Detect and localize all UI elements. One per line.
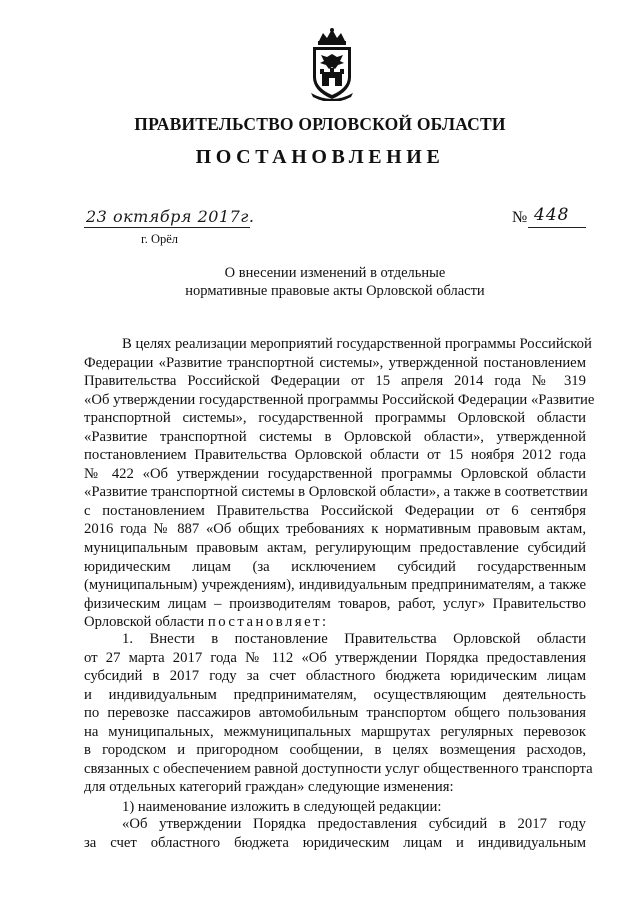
item-1-paragraph xyxy=(84,630,593,797)
text-line: «Об утверждении Порядка предоставления субсидий в 2017 году xyxy=(122,816,586,832)
text-line: Федерации «Развитие транспортной системы», утвержденной постановлением xyxy=(84,354,586,371)
government-title: ПРАВИТЕЛЬСТВО ОРЛОВСКОЙ ОБЛАСТИ xyxy=(134,114,506,134)
text-line: с постановлением Правительства Российской Федерации от 6 сентября xyxy=(84,502,586,519)
text-line: В целях реализации мероприятий государственной программы Российской xyxy=(122,336,592,352)
quote-paragraph xyxy=(84,815,586,852)
text-line: для отдельных категорий граждан» следующие изменения: xyxy=(84,779,454,796)
date-underline xyxy=(84,227,250,228)
number-underline xyxy=(528,227,586,228)
text-line: муниципальным правовым актам, регулирующим предоставление субсидий xyxy=(84,540,586,557)
text-line: связанных с обеспечением равной доступности услуг общественного транспорта xyxy=(84,760,593,777)
text-line: по перевозке пассажиров автомобильным транспортом общего пользования xyxy=(84,705,586,722)
text-line: за счет областного бюджета юридическим лицам и индивидуальным xyxy=(84,834,586,851)
text-line: 1) наименование изложить в следующей редакции: xyxy=(122,799,442,815)
text-line: физическим лицам – производителям товаров, работ, услуг» Правительство xyxy=(84,595,586,612)
text-line: «Об утверждении государственной программы Российской Федерации «Развитие xyxy=(84,391,595,408)
document-type: ПОСТАНОВЛЕНИЕ xyxy=(195,146,445,168)
subject-line: О внесении изменений в отдельные xyxy=(224,265,446,281)
text-line: № 422 «Об утверждении государственной программы Орловской области xyxy=(84,465,586,482)
document-date: 23 октября 2017г. xyxy=(86,207,255,226)
text-line: 1. Внести в постановление Правительства Орловской области xyxy=(122,631,586,647)
text-fragment: Орловской области xyxy=(84,614,208,631)
document-city: г. Орёл xyxy=(141,232,179,246)
preamble-paragraph xyxy=(84,335,595,632)
text-line: и индивидуальным предпринимателям, осуществляющим деятельность xyxy=(84,686,586,703)
text-line: 2016 года № 887 «Об общих требованиях к нормативным правовым актам, xyxy=(84,521,586,538)
text-line: (муниципальным) учреждениям), индивидуальным предпринимателям, а также xyxy=(84,577,586,594)
text-line: субсидий в 2017 году за счет областного бюджета юридическим лицам xyxy=(84,668,586,685)
text-line: юридическим лицам (за исключением субсидий государственным xyxy=(84,558,586,575)
subitem-1-paragraph xyxy=(84,798,586,817)
document-subject xyxy=(150,264,520,300)
text-line: постановлением Правительства Орловской области от 15 ноября 2012 года xyxy=(84,447,586,464)
text-line: транспортной системы», государственной программы Орловской области xyxy=(84,410,586,427)
text-line: «Развитие транспортной системы в Орловской области», утвержденной xyxy=(84,428,586,445)
coat-of-arms-icon xyxy=(305,27,359,101)
text-line: в городском и пригородном сообщении, в целях возмещения расходов, xyxy=(84,742,586,759)
text-line xyxy=(84,613,586,632)
text-line: Правительства Российской Федерации от 15 апреля 2014 года № 319 xyxy=(84,373,586,390)
text-line: «Развитие транспортной системы в Орловской области», а также в соответствии xyxy=(84,484,588,501)
subject-line: нормативные правовые акты Орловской области xyxy=(185,283,485,299)
number-label: № xyxy=(512,209,528,226)
resolution-word: постановляет: xyxy=(207,614,329,631)
document-number: 448 xyxy=(534,205,570,225)
text-line: от 27 марта 2017 года № 112 «Об утверждении Порядка предоставления xyxy=(84,649,586,666)
text-line: на муниципальных, межмуниципальных маршрутах регулярных перевозок xyxy=(84,723,586,740)
